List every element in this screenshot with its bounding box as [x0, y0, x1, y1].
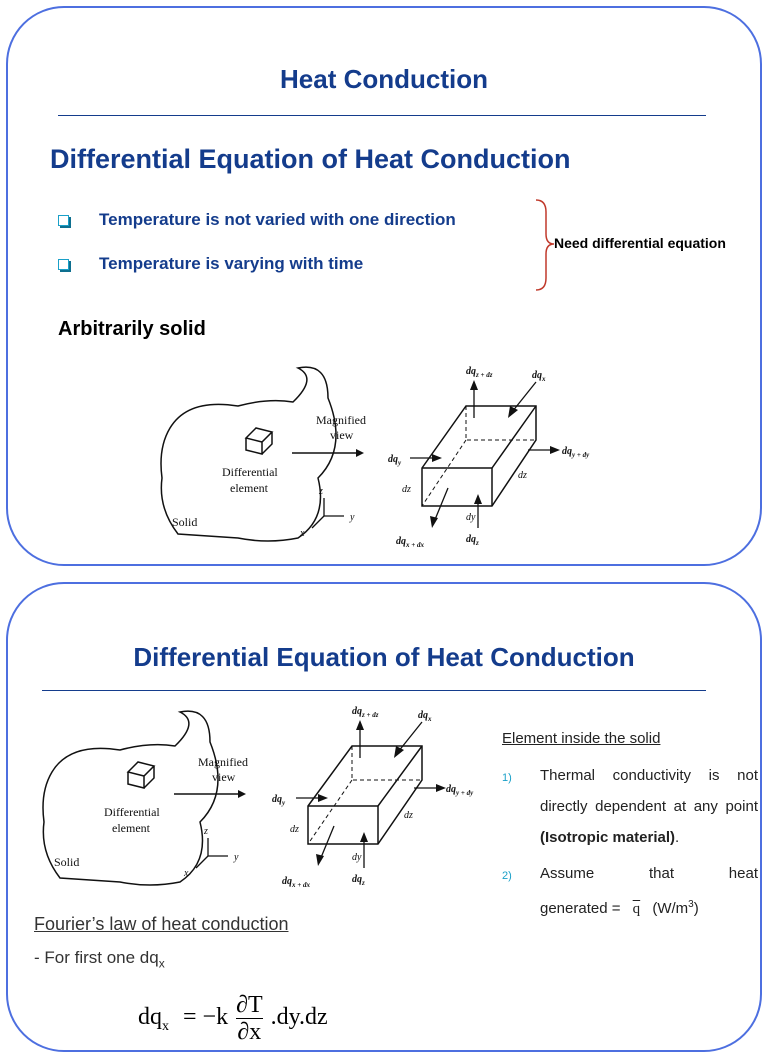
- fourier-heading: Fourier’s law of heat conduction: [34, 914, 289, 934]
- slide-2: [6, 582, 762, 1052]
- bullet-text: Temperature is varying with time: [99, 254, 364, 273]
- view-label: view: [330, 428, 354, 442]
- for-first-text: - For first one $dq_x$: [34, 948, 165, 971]
- title-divider: [42, 690, 706, 691]
- item-text: Thermal conductivity is not directly dependent at any point (Isotropic material).: [540, 767, 758, 846]
- svg-text:dy: dy: [466, 512, 476, 523]
- element-label: element: [230, 481, 268, 495]
- item-text: Assume that heat generated = $\overline{q}$ $(W/m^3)$: [540, 865, 758, 917]
- square-bullet-icon: [58, 259, 69, 270]
- axis-x-label: x: [300, 528, 305, 539]
- svg-text:dqz + dz: $dq_{z + dz}$: [466, 366, 493, 379]
- slide-title: Heat Conduction: [280, 64, 488, 94]
- axis-y-label: y: [350, 512, 355, 523]
- svg-text:dqx: $dq_x$: [532, 370, 546, 383]
- svg-text:dqz + dz: $dq_{z + dz}$: [352, 706, 379, 719]
- svg-text:dqx: $dq_x$: [418, 710, 432, 723]
- element-heading: Element inside the solid: [502, 730, 661, 747]
- section-heading: Arbitrarily solid: [58, 318, 206, 340]
- svg-text:dz: dz: [518, 470, 527, 481]
- bullet-text: Temperature is not varied with one direction: [99, 210, 456, 229]
- magnified-label: Magnified: [198, 755, 248, 769]
- solid-label: Solid: [54, 855, 80, 869]
- slide-subtitle: Differential Equation of Heat Conduction: [50, 144, 571, 174]
- svg-text:dqy + dy: $dq_{y + dy}$: [562, 446, 590, 459]
- svg-text:dqy: $dq_y$: [388, 454, 402, 467]
- element-label: element: [112, 821, 150, 835]
- svg-text:dqz: $dq_z$: [352, 874, 365, 887]
- svg-text:dz: dz: [290, 824, 299, 835]
- differential-element-figure: [30, 702, 490, 902]
- solid-label: Solid: [172, 515, 198, 529]
- view-label: view: [212, 770, 236, 784]
- svg-text:dqx + dx: $dq_{x + dx}$: [282, 876, 310, 889]
- fourier-equation: $dq_x = -k$ $\frac{\partial T}{\partial x}$ .dy.dz: [138, 992, 328, 1045]
- magnified-box: [308, 746, 422, 844]
- differential-element-figure: [148, 358, 618, 558]
- svg-text:x: x: [184, 868, 189, 879]
- svg-text:dqy + dy: $dq_{y + dy}$: [446, 784, 474, 797]
- axis-z-label: z: [319, 486, 323, 497]
- bullet-item: [58, 254, 363, 274]
- slide-title: Differential Equation of Heat Conduction: [133, 642, 635, 672]
- svg-text:dz: dz: [404, 810, 413, 821]
- item-number: 1): [502, 772, 512, 784]
- bullet-item: [58, 210, 456, 230]
- title-divider: [58, 115, 706, 116]
- small-cube-icon: [246, 428, 272, 454]
- svg-text:dqy: $dq_y$: [272, 794, 286, 807]
- brace-label: Need differential equation: [554, 235, 726, 251]
- svg-text:z: z: [204, 826, 208, 837]
- svg-text:y: y: [234, 852, 239, 863]
- slide-1: [6, 6, 762, 566]
- magnified-label: Magnified: [316, 413, 366, 427]
- svg-text:dz: dz: [402, 484, 411, 495]
- small-cube-icon: [128, 762, 154, 788]
- svg-text:dy: dy: [352, 852, 362, 863]
- magnified-box: [422, 406, 536, 506]
- svg-text:dqx + dx: $dq_{x + dx}$: [396, 536, 424, 549]
- differential-label: Differential: [222, 465, 278, 479]
- differential-label: Differential: [104, 805, 160, 819]
- svg-text:dqz: $dq_z$: [466, 534, 479, 547]
- square-bullet-icon: [58, 215, 69, 226]
- item-number: 2): [502, 870, 512, 882]
